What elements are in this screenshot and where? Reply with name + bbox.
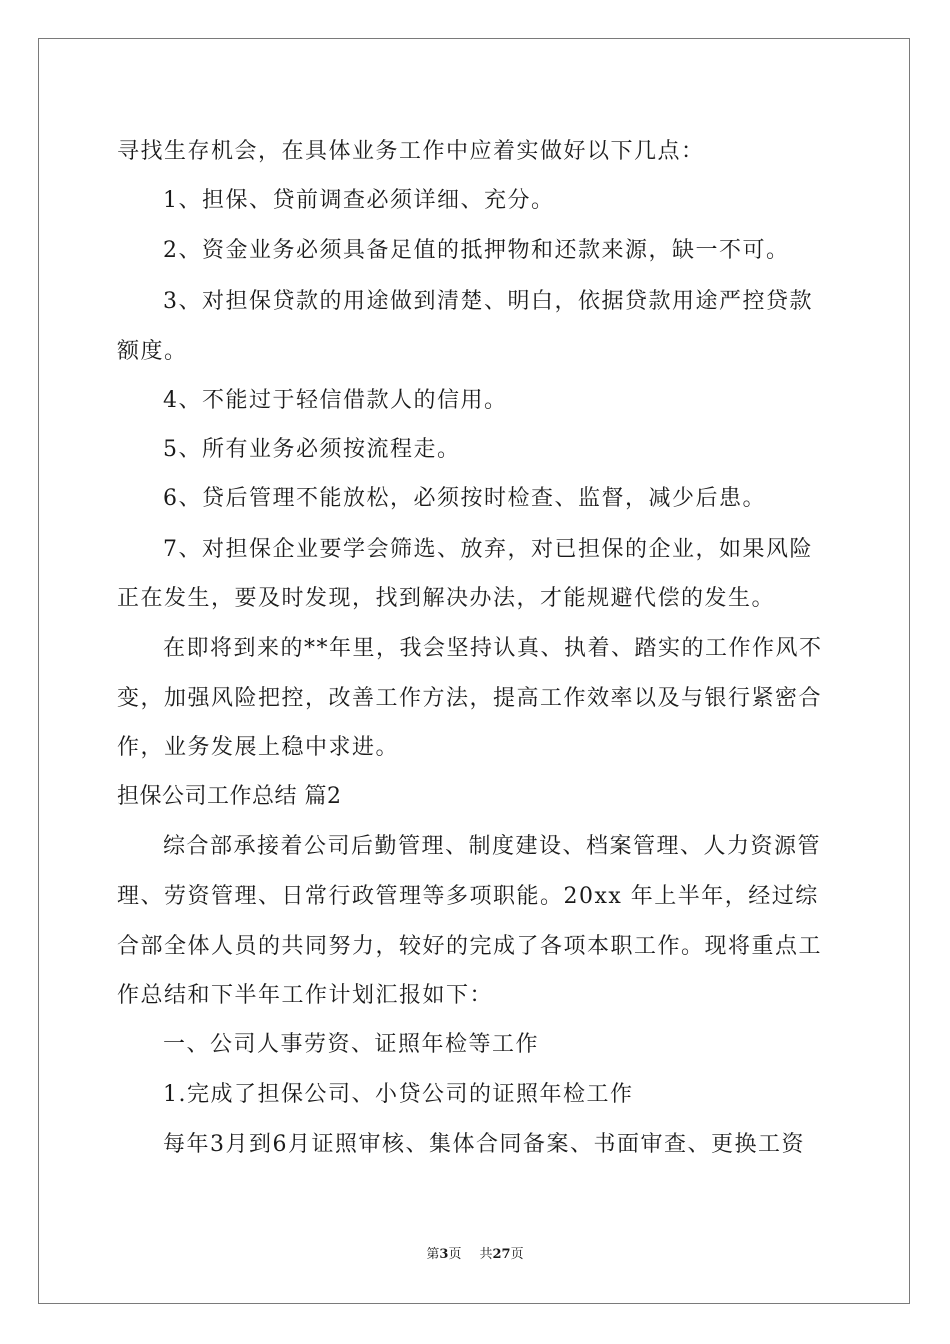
paragraph-line: 作总结和下半年工作计划汇报如下： [117,983,494,1008]
paragraph-line: 合部全体人员的共同努力，较好的完成了各项本职工作。现将重点工 [117,934,823,959]
list-item-3: 3、对担保贷款的用途做到清楚、明白，依据贷款用途严控贷款 [163,289,813,314]
page-number: 3 [439,1247,449,1262]
section-heading: 担保公司工作总结 篇2 [117,784,342,809]
list-item-2: 2、资金业务必须具备足值的抵押物和还款来源，缺一不可。 [163,238,790,263]
list-item-4: 4、不能过于轻信借款人的信用。 [163,388,508,413]
list-item-3-cont: 额度。 [117,339,188,364]
total-suffix: 页 [510,1247,524,1262]
subheading: 一、公司人事劳资、证照年检等工作 [163,1032,540,1057]
list-item-6: 6、贷后管理不能放松，必须按时检查、监督，减少后患。 [163,486,766,511]
paragraph-line: 理、劳资管理、日常行政管理等多项职能。20xx 年上半年，经过综 [117,884,819,909]
list-item-7: 7、对担保企业要学会筛选、放弃，对已担保的企业，如果风险 [163,537,813,562]
page-prefix: 第 [426,1247,440,1262]
page-suffix: 页 [448,1247,462,1262]
paragraph-line: 变，加强风险把控，改善工作方法，提高工作效率以及与银行紧密合 [117,686,823,711]
list-item-7-cont: 正在发生，要及时发现，找到解决办法，才能规避代偿的发生。 [117,586,776,611]
page-border [38,38,910,1304]
list-item-5: 5、所有业务必须按流程走。 [163,437,461,462]
list-item-1: 1、担保、贷前调查必须详细、充分。 [163,188,555,213]
paragraph-line: 每年3月到6月证照审核、集体合同备案、书面审查、更换工资 [163,1132,805,1157]
paragraph-line: 在即将到来的**年里，我会坚持认真、执着、踏实的工作作风不 [163,636,823,661]
paragraph-line: 作，业务发展上稳中求进。 [117,735,400,760]
body-line: 寻找生存机会，在具体业务工作中应着实做好以下几点： [117,139,705,164]
paragraph-line: 综合部承接着公司后勤管理、制度建设、档案管理、人力资源管 [163,834,822,859]
subheading-item: 1.完成了担保公司、小贷公司的证照年检工作 [163,1082,634,1107]
total-pages: 27 [492,1247,511,1262]
page-footer [0,1246,950,1264]
total-prefix: 共 [479,1247,493,1262]
